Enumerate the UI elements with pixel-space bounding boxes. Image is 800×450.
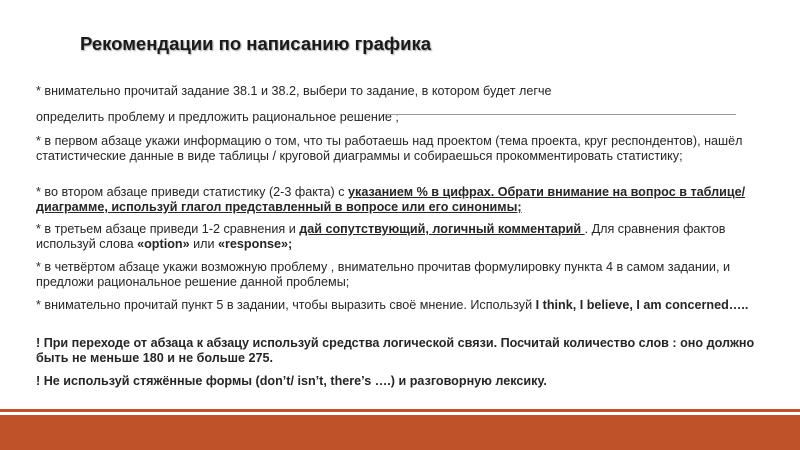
paragraph-third-abzac xyxy=(36,222,776,252)
paragraph-linking-words-text: ! При переходе от абзаца к абзацу используй средства логической связи. Посчитай количество слов : оно должно быть не меньше 180 и не больше 275. xyxy=(36,336,755,365)
footer-accent-bar xyxy=(0,415,800,450)
paragraph-second-abzac-emphasis: указанием % в цифрах. Обрати внимание на вопрос в таблице/диаграмме, используй глагол представленный в вопросе или его синонимы; xyxy=(36,185,746,214)
paragraph-opinion-text: * внимательно прочитай пункт 5 в задании, чтобы выразить своё мнение. Используй xyxy=(36,298,536,312)
paragraph-fourth-abzac xyxy=(36,260,776,290)
paragraph-opinion-phrases: I think, I believe, I am concerned….. xyxy=(535,298,749,312)
paragraph-choose-task-cont xyxy=(36,110,776,125)
paragraph-second-abzac xyxy=(36,185,776,215)
keyword-option: «option» xyxy=(137,237,190,251)
paragraph-choose-task xyxy=(36,84,776,99)
paragraph-third-abzac-mid: . Для сравнения фактов используй слова xyxy=(36,222,726,251)
footer-accent-line xyxy=(0,409,800,412)
paragraph-fourth-abzac-text: * в четвёртом абзаце укажи возможную проблему , внимательно прочитав формулировку пункта 4 в самом задании, и предложи рациональное решение данной проблемы; xyxy=(36,260,730,289)
keyword-response: «response»; xyxy=(218,237,293,251)
paragraph-contractions-text: ! Не используй стяжённые формы (don’t/ isn’t, there’s ….) и разговорную лексику. xyxy=(36,374,547,388)
paragraph-contractions xyxy=(36,374,776,389)
paragraph-third-abzac-or: или xyxy=(189,237,219,251)
paragraph-second-abzac-text: * во втором абзаце приведи статистику (2-3 факта) с xyxy=(36,185,349,199)
paragraph-third-abzac-text: * в третьем абзаце приведи 1-2 сравнения и xyxy=(36,222,300,236)
paragraph-choose-task-line1: * внимательно прочитай задание 38.1 и 38.2, выбери то задание, в котором будет легче xyxy=(36,84,552,98)
slide-title: Рекомендации по написанию графика xyxy=(80,33,431,54)
paragraph-linking-words xyxy=(36,336,776,366)
paragraph-choose-task-line2: определить проблему и предложить рациональное решение ; xyxy=(36,110,399,124)
paragraph-first-abzac-text: * в первом абзаце укажи информацию о том, что ты работаешь над проектом (тема проекта, круг респондентов), нашёл статистические данные в виде таблицы / круговой диаграммы и собираешься прокомментировать статистику; xyxy=(36,134,743,163)
paragraph-opinion xyxy=(36,298,776,313)
paragraph-third-abzac-emphasis: дай сопутствующий, логичный комментарий xyxy=(299,222,585,236)
underline-rule xyxy=(384,114,736,115)
paragraph-first-abzac xyxy=(36,134,776,164)
